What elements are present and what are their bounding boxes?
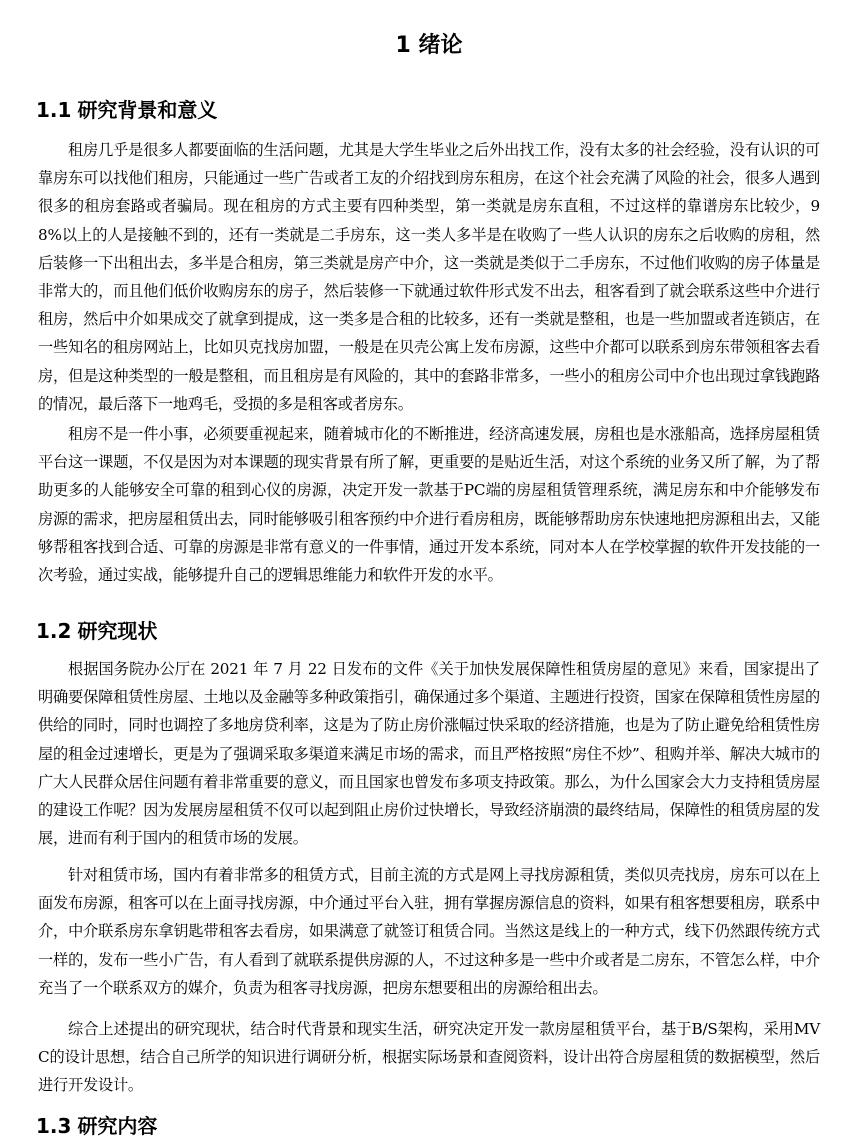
paragraph-status-2: 针对租赁市场，国内有着非常多的租赁方式，目前主流的方式是网上寻找房源租赁，类似贝壳找房，房东可以在上面发布房源，租客可以在上面寻找房源，中介通过平台入驻，拥有掌握房源信息的资料，如果有租客想要租房，联系中介，中介联系房东拿钥匙带租客去看房，如果满意了就签订租赁合同。当然这是线上的一种方式，线下仍然跟传统方式一样的，发布一些小广告，有人看到了就联系提供房源的人，不过这种多是一些中介或者是二房东，不管怎么样，中介充当了一个联系双方的媒介，负责为租客寻找房源，把房东想要租出的房源给租出去。 [38,866,820,997]
section-number: 1.3 [36,1114,72,1138]
section-number: 1.2 [36,619,72,643]
section-title: 研究背景和意义 [77,98,218,122]
section-number: 1.1 [36,98,72,122]
chapter-title: 1 绪论 [395,33,463,58]
section-heading-1-3 [36,1111,157,1141]
section-title: 研究内容 [77,1114,158,1138]
paragraph-background-1: 租房几乎是很多人都要面临的生活问题，尤其是大学生毕业之后外出找工作，没有太多的社会经验，没有认识的可靠房东可以找他们租房，只能通过一些广告或者工友的介绍找到房东租房，在这个社会充满了风险的社会，很多人遇到很多的租房套路或者骗局。现在租房的方式主要有四种类型，第一类就是房东直租，不过这样的靠谱房东比较少，98%以上的人是接触不到的，还有一类就是二手房东，这一类人多半是在收购了一些人认识的房东之后收购的房租，然后装修一下出租出去，多半是合租房，第三类就是房产中介，这一类就是类似于二手房东，不过他们收购的房子体量是非常大的，而且他们低价收购房东的房子，然后装修一下就通过软件形式发不出去，租客看到了就会联系这些中介进行租房，然后中介如果成交了就拿到提成，这一类多是合租的比较多，还有一类就是整租，也是一些加盟或者连锁店，在一些知名的租房网站上，比如贝克找房加盟，一般是在贝壳公寓上发布房源，这些中介都可以联系到房东带领租客去看房，但是这种类型的一般是整租，而且租房是有风险的，其中的套路非常多，一些小的租房公司中介也出现过拿钱跑路的情况，最后落下一地鸡毛，受损的多是租客或者房东。 [38,141,820,413]
section-heading-1-1 [36,95,217,125]
paragraph-background-2: 租房不是一件小事，必须要重视起来，随着城市化的不断推进，经济高速发展，房租也是水涨船高，选择房屋租赁平台这一课题，不仅是因为对本课题的现实背景有所了解，更重要的是贴近生活，对这个系统的业务又所了解，为了帮助更多的人能够安全可靠的租到心仪的房源，决定开发一款基于PC端的房屋租赁管理系统，满足房东和中介能够发布房源的需求，把房屋租赁出去，同时能够吸引租客预约中介进行看房租房，既能够帮助房东快速地把房源租出去，又能够帮租客找到合适、可靠的房源是非常有意义的一件事情，通过开发本系统，同对本人在学校掌握的软件开发技能的一次考验，通过实战，能够提升自己的逻辑思维能力和软件开发的水平。 [38,425,820,585]
section-heading-1-2 [36,616,157,646]
paragraph-status-3: 综合上述提出的研究现状，结合时代背景和现实生活，研究决定开发一款房屋租赁平台，基于B/S架构，采用MVC的设计思想，结合自己所学的知识进行调研分析，根据实际场景和查阅资料，设计出符合房屋租赁的数据模型，然后进行开发设计。 [38,1020,820,1095]
section-title: 研究现状 [77,619,158,643]
paragraph-status-1: 根据国务院办公厅在 2021 年 7 月 22 日发布的文件《关于加快发展保障性租赁房屋的意见》来看，国家提出了明确要保障租赁性房屋、土地以及金融等多种政策指引，确保通过多个渠道、主题进行投资，国家在保障租赁性房屋的供给的同时，同时也调控了多地房贷利率，这是为了防止房价涨幅过快采取的经济措施，也是为了防止避免给租赁性房屋的租金过速增长，更是为了强调采取多渠道来满足市场的需求，而且严格按照“房住不炒”、租购并举、解决大城市的广大人民群众居住问题有着非常重要的意义，而且国家也曾发布多项支持政策。那么，为什么国家会大力支持租赁房屋的建设工作呢？因为发展房屋租赁不仅可以起到阻止房价过快增长，导致经济崩溃的最终结局，保障性的租赁房屋的发展，进而有利于国内的租赁市场的发展。 [38,660,820,848]
